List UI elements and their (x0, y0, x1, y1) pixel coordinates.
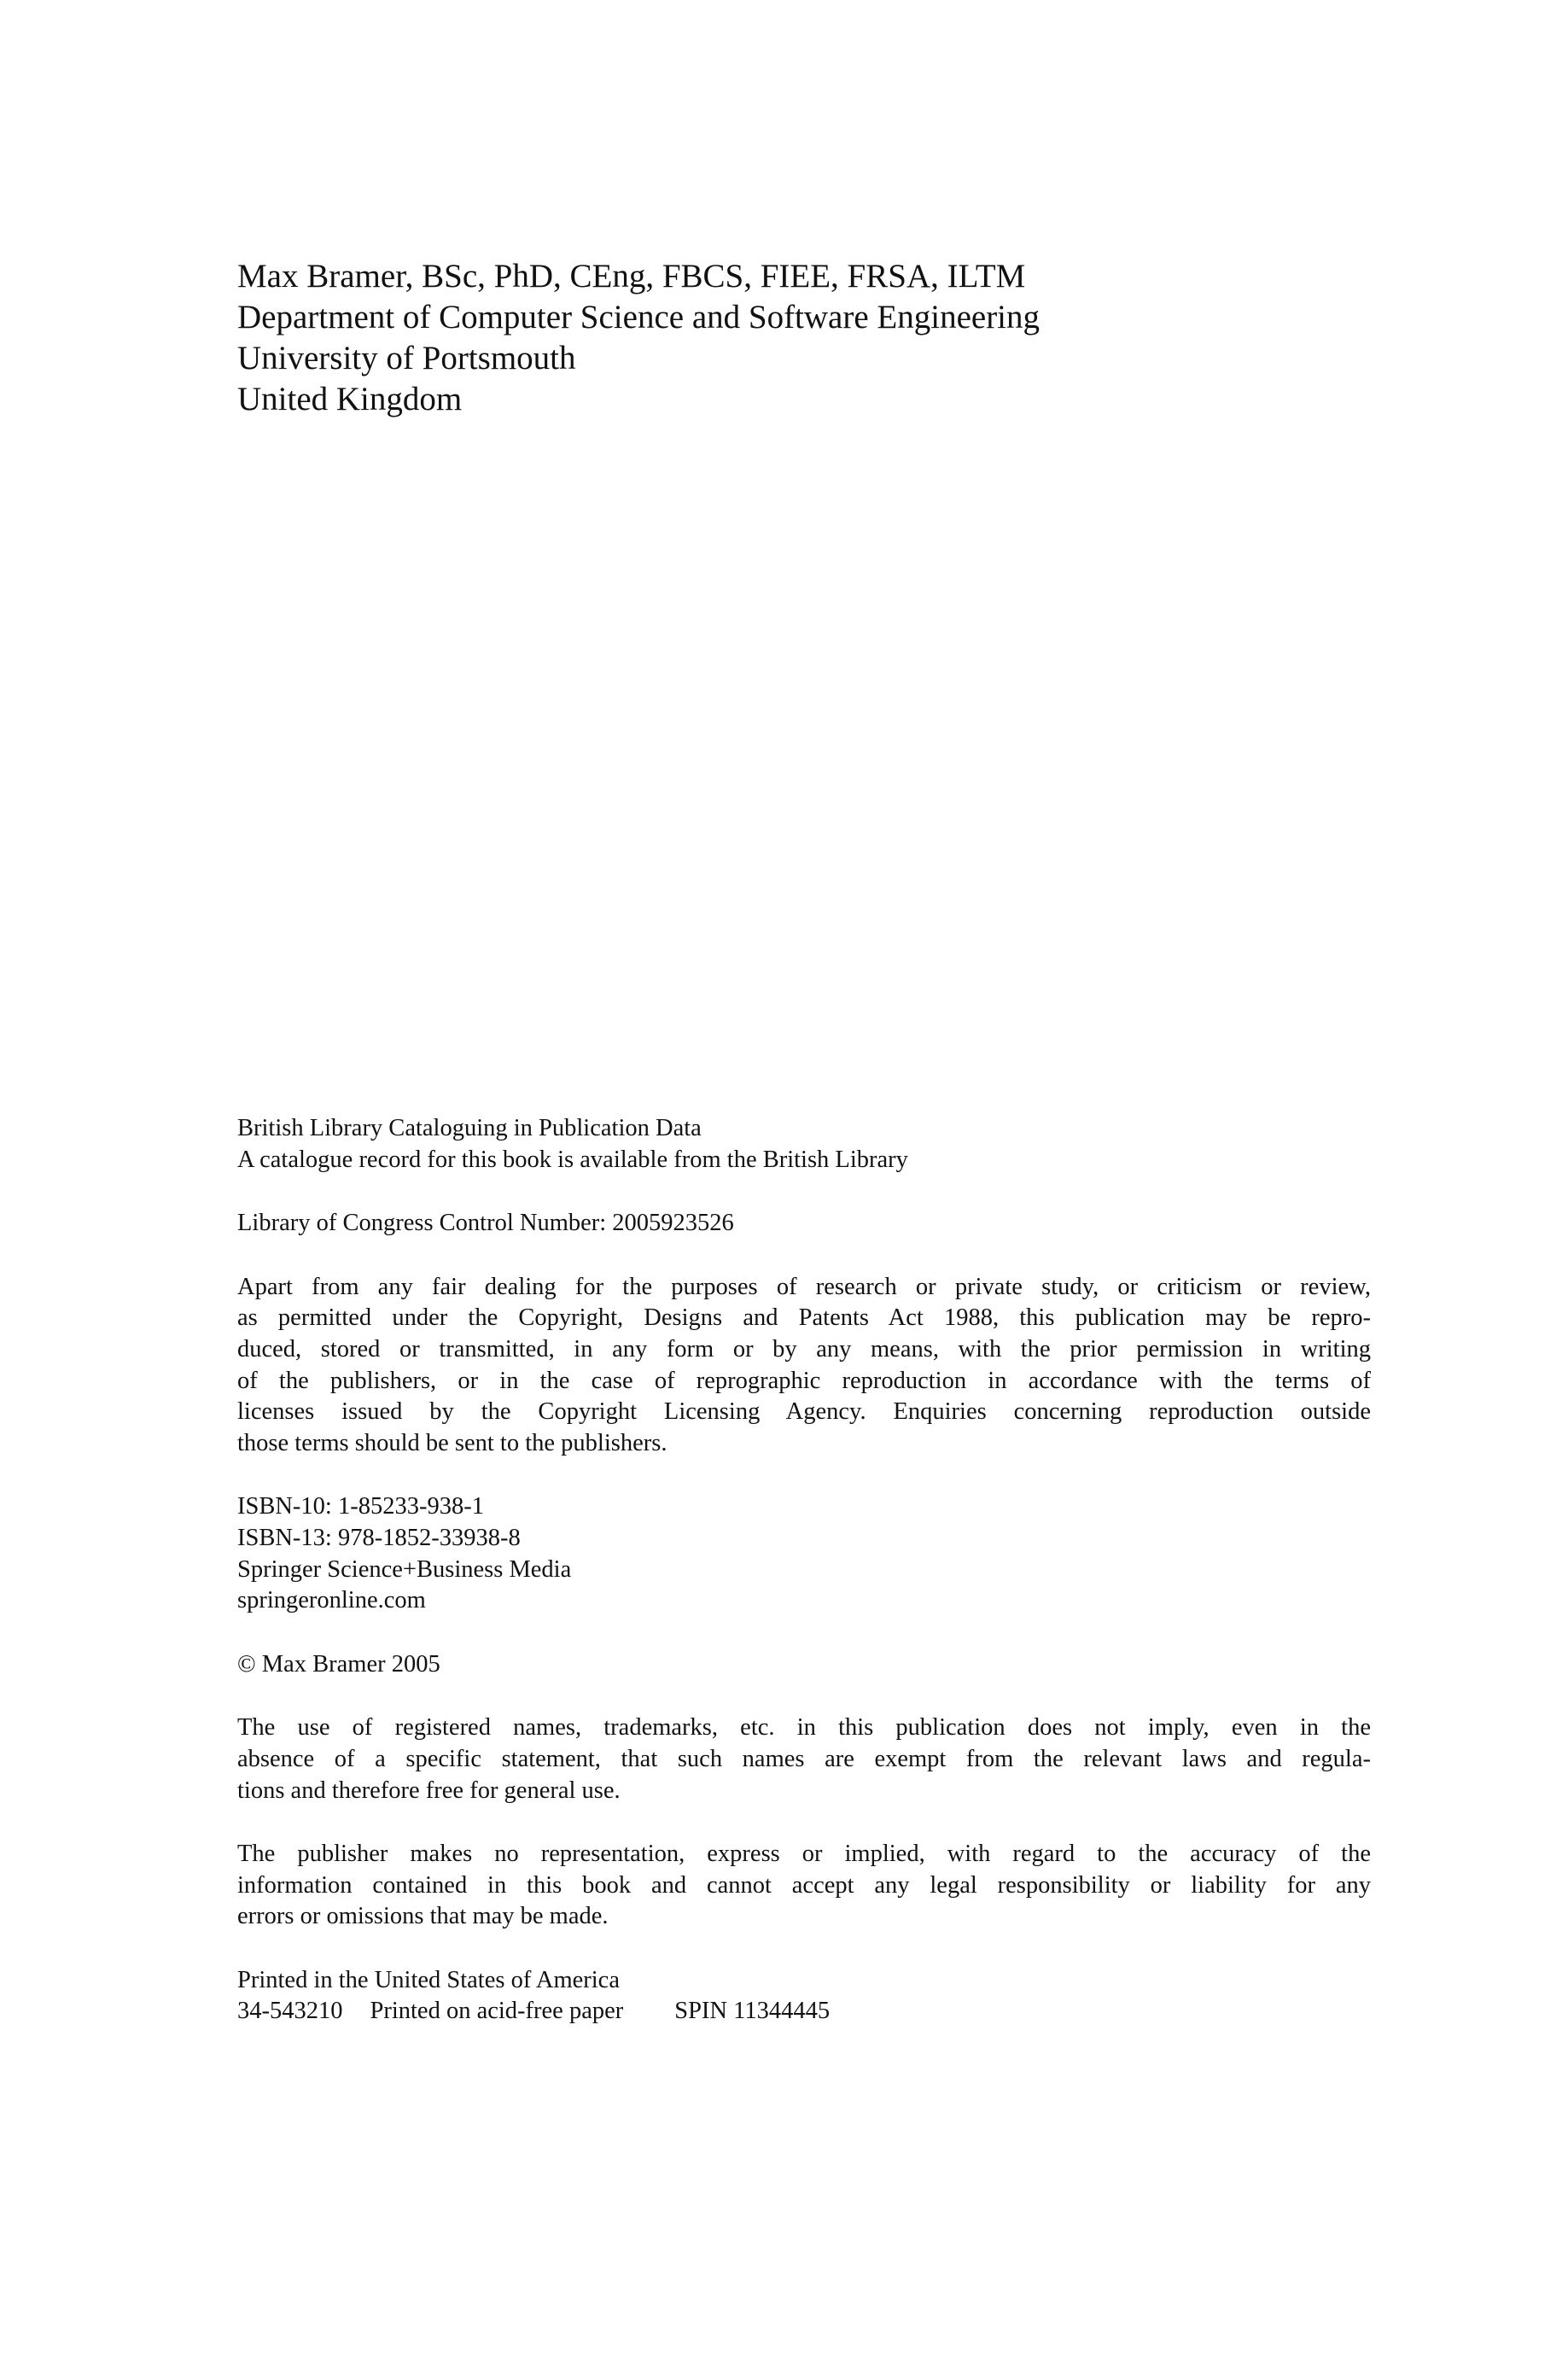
printing-paragraph (237, 1965, 1371, 2028)
author-affiliation-block (237, 256, 1347, 420)
isbn-paragraph (237, 1491, 1371, 1616)
disclaimer-line: information contained in this book and cannot accept any legal responsibility or liability for any (237, 1871, 1371, 1899)
imprint-block (237, 1113, 1371, 2060)
copyright-notice-line: Apart from any fair dealing for the purposes of research or private study, or criticism or review, (237, 1273, 1371, 1300)
copyright-line: © Max Bramer 2005 (237, 1650, 440, 1678)
loc-control-number: Library of Congress Control Number: 2005923526 (237, 1210, 734, 1237)
trademarks-line: absence of a specific statement, that such names are exempt from the relevant laws and regula- (237, 1745, 1371, 1772)
trademarks-line: tions and therefore free for general use. (237, 1777, 621, 1804)
print-codes (237, 1996, 1371, 2028)
trademarks-paragraph (237, 1713, 1371, 1806)
loc-paragraph (237, 1208, 1371, 1240)
disclaimer-line: errors or omissions that may be made. (237, 1903, 609, 1930)
isbn-13: ISBN-13: 978-1852-33938-8 (237, 1524, 521, 1551)
copyright-notice-line: duced, stored or transmitted, in any form or by any means, with the prior permission in writing (237, 1335, 1371, 1362)
copyright-paragraph (237, 1649, 1371, 1681)
author-country: United Kingdom (237, 381, 463, 417)
publisher-name: Springer Science+Business Media (237, 1555, 572, 1583)
author-name: Max Bramer, BSc, PhD, CEng, FBCS, FIEE, FRSA, ILTM (237, 258, 1026, 295)
author-department: Department of Computer Science and Software Engineering (237, 299, 1040, 336)
printed-in: Printed in the United States of America (237, 1966, 620, 1993)
trademarks-line: The use of registered names, trademarks, etc. in this publication does not imply, even in the (237, 1714, 1371, 1742)
isbn-10: ISBN-10: 1-85233-938-1 (237, 1493, 484, 1520)
cataloguing-line: British Library Cataloguing in Publication Data (237, 1115, 702, 1141)
print-run-code: 34-543210 (237, 1998, 343, 2025)
copyright-notice-line: as permitted under the Copyright, Designs and Patents Act 1988, this publication may be repro- (237, 1304, 1371, 1332)
copyright-notice-paragraph (237, 1272, 1371, 1460)
cataloguing-paragraph (237, 1113, 1371, 1176)
disclaimer-paragraph (237, 1839, 1371, 1933)
author-university: University of Portsmouth (237, 340, 576, 376)
cataloguing-line: A catalogue record for this book is available from the British Library (237, 1146, 908, 1173)
spin-number: SPIN 11344445 (674, 1998, 831, 2025)
copyright-notice-line: those terms should be sent to the publishers. (237, 1429, 667, 1456)
publisher-website: springeronline.com (237, 1587, 426, 1614)
copyright-notice-line: licenses issued by the Copyright Licensing Agency. Enquiries concerning reproduction outside (237, 1398, 1371, 1426)
copyright-notice-line: of the publishers, or in the case of reprographic reproduction in accordance with the terms of (237, 1367, 1371, 1394)
acid-free-paper-note: Printed on acid-free paper (370, 1998, 624, 2025)
disclaimer-line: The publisher makes no representation, express or implied, with regard to the accuracy of the (237, 1841, 1371, 1868)
